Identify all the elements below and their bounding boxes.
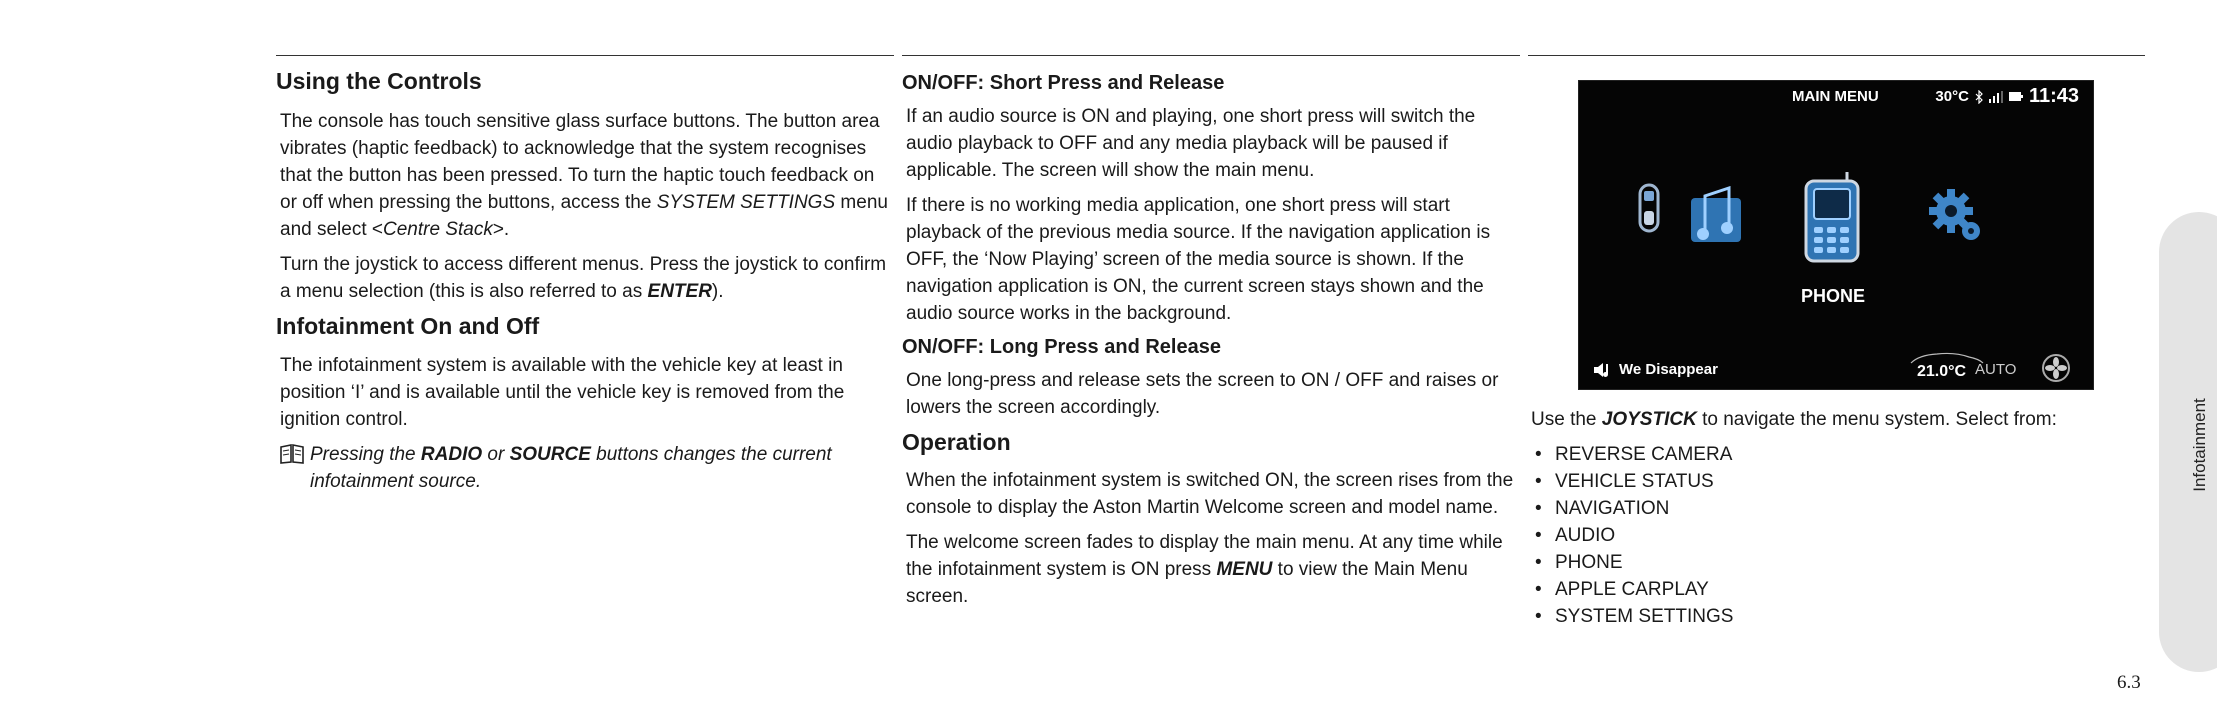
screen-bottom-bar [1579,351,2093,385]
note-paragraph: Pressing the RADIO or SOURCE buttons changes the current infotainment source. [280,441,888,495]
column-rule-3 [1528,55,2145,56]
availability-paragraph: The infotainment system is available with the vehicle key at least in position ‘I’ and is available until the vehicle key is removed from the ignition control. [280,355,845,431]
list-item: • VEHICLE STATUS [1529,468,2149,495]
phone-icon[interactable] [1803,171,1861,263]
selected-item-label: PHONE [1801,286,1866,306]
heading-operation: Operation [902,429,1011,455]
clock: 11:43 [2028,85,2079,107]
column-rule-1 [276,55,894,56]
column-2 [902,68,1514,618]
column-rule-2 [902,55,1520,56]
bluetooth-icon [1975,90,1983,104]
column-1 [276,68,888,503]
short-press-paragraph-2: If there is no working media application, one short press will start playback of the previous media source. If the navigation application is OFF, the ‘Now Playing’ screen of the media source is shown. If the navigation application is ON, the current screen stays shown and the audio source works in the background. [906,195,1491,324]
page-number: 6.3 [2117,672,2141,693]
heading-infotainment-on-off: Infotainment On and Off [276,312,540,339]
track-title: We Disappear [1619,361,1718,378]
short-press-paragraph-1: If an audio source is ON and playing, one short press will switch the audio playback to OFF and any media playback will be paused if applicable. The screen will show the main menu. [906,106,1476,181]
column-3 [1529,406,2149,630]
list-item: • PHONE [1529,549,2149,576]
joystick-intro: Use the JOYSTICK to navigate the menu system. Select from: [1531,409,2057,430]
vehicle-status-icon[interactable] [1689,186,1745,244]
screen-status [1935,85,2079,108]
book-icon [280,444,304,464]
heading-short-press: ON/OFF: Short Press and Release [902,72,1225,94]
climate-mode: AUTO [1975,361,2017,378]
speaker-music-icon [1593,362,1613,378]
menu-list [1529,441,2149,630]
heading-using-the-controls: Using the Controls [276,68,482,94]
screen-title: MAIN MENU [1792,88,1879,105]
controls-paragraph: The console has touch sensitive glass surface buttons. The button area vibrates (haptic feedback) to acknowledge that the system recognises that the button has been pressed. To turn the haptic touch feedback on or off when pressing the buttons, access the SYSTEM SETTINGS menu and select <Centre Stack>. [280,110,888,240]
outside-temperature: 30°C [1935,88,1969,105]
heading-long-press: ON/OFF: Long Press and Release [902,336,1221,358]
joystick-paragraph: Turn the joystick to access different menus. Press the joystick to confirm a menu selection (this is also referred to as ENTER). [280,253,887,302]
list-item: • SYSTEM SETTINGS [1529,603,2149,630]
now-playing[interactable] [1593,361,1718,378]
cabin-temperature: 21.0°C [1917,363,1967,380]
settings-gear-icon[interactable] [1927,187,1983,243]
operation-paragraph-1: When the infotainment system is switched ON, the screen rises from the console to display the Aston Martin Welcome screen and model name. [906,469,1514,518]
reverse-camera-icon[interactable] [1637,183,1661,235]
list-item: • REVERSE CAMERA [1529,441,2149,468]
chapter-tab-label: Infotainment [2190,398,2209,492]
list-item: • APPLE CARPLAY [1529,576,2149,603]
long-press-paragraph: One long-press and release sets the screen to ON / OFF and raises or lowers the screen accordingly. [906,370,1499,418]
list-item: • NAVIGATION [1529,495,2149,522]
screen-status-bar [1579,85,2093,107]
battery-icon [2009,92,2023,101]
list-item: • AUDIO [1529,522,2149,549]
main-menu-screenshot [1578,80,2094,390]
operation-paragraph-2: The welcome screen fades to display the main menu. At any time while the infotainment system is ON press MENU to view the Main Menu screen. [906,531,1503,607]
signal-icon [1989,91,2003,103]
fan-icon[interactable] [2041,353,2071,383]
